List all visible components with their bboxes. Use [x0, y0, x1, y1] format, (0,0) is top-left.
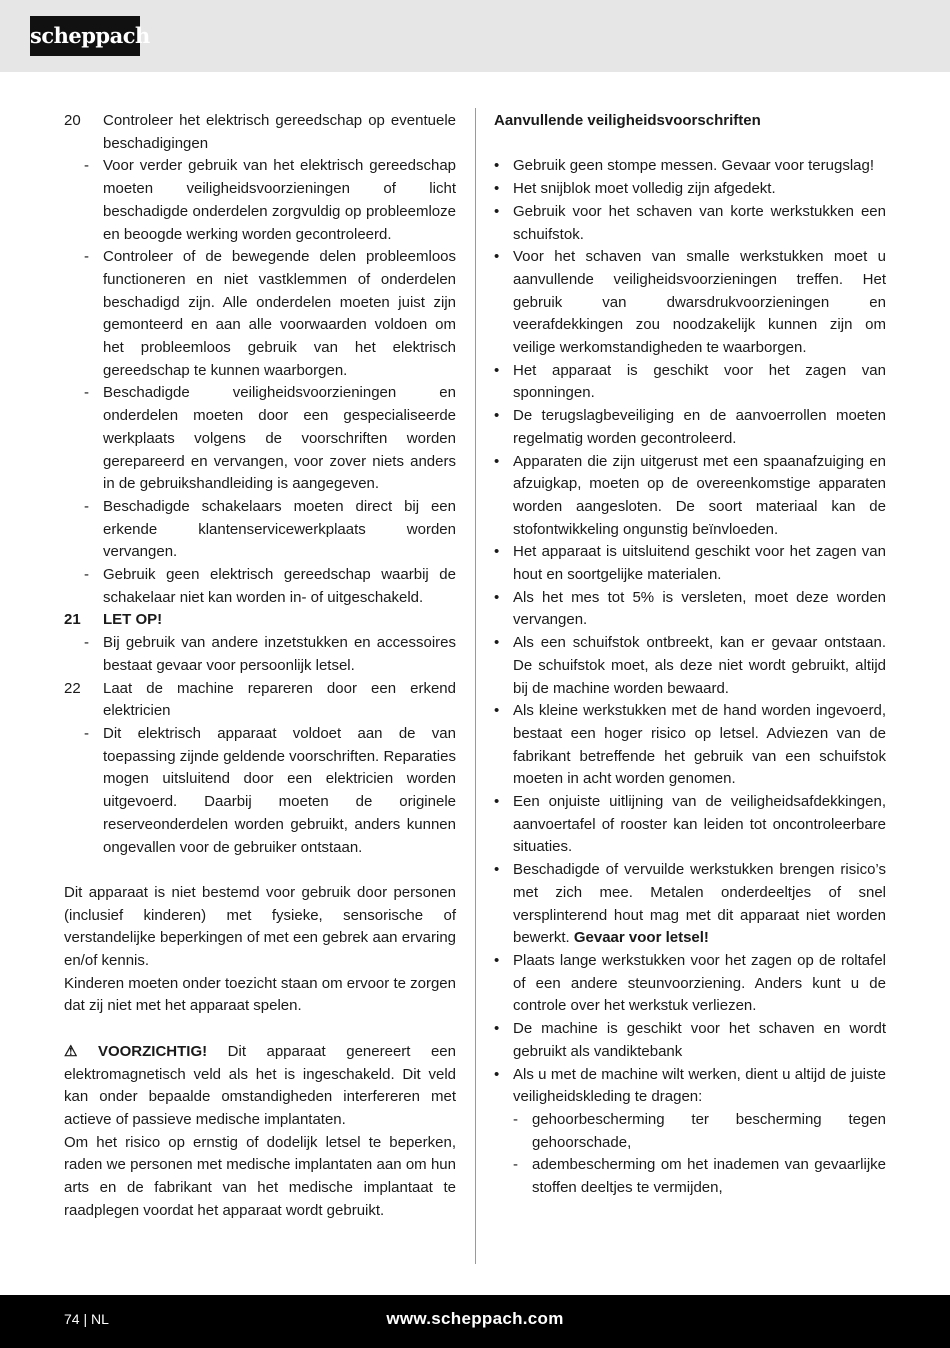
item-text: Gebruik geen elektrisch gereedschap waarbij de schakelaar niet kan worden in- of uitgeschakeld.: [103, 566, 456, 606]
dash-marker: -: [84, 634, 89, 652]
bullet-item: [494, 405, 886, 450]
sub-bullet-item: [494, 1154, 886, 1199]
dash-marker: -: [513, 1110, 518, 1128]
dash-item: [64, 155, 456, 246]
dash-marker: -: [513, 1156, 518, 1174]
bullet-marker: •: [494, 634, 500, 652]
bullet-item: [494, 246, 886, 360]
footer-bar: [0, 1295, 950, 1348]
left-column: [64, 110, 456, 1222]
warning-text: Dit apparaat genereert een elektromagnetisch veld als het is ingeschakeld. Dit veld kan onder bepaalde omstandigheden interfereren met actieve of passieve medische implantaten.: [64, 1042, 456, 1128]
bullet-item: [494, 201, 886, 246]
dash-marker: -: [84, 497, 89, 515]
dash-item: [64, 382, 456, 496]
bullet-text: Gebruik geen stompe messen. Gevaar voor terugslag!: [513, 157, 875, 175]
item-number: 22: [64, 679, 81, 697]
scheppach-logo: scheppach: [30, 16, 140, 56]
item-text: Controleer of de bewegende delen probleemloos functioneren en niet vastklemmen of onderdelen beschadigd zijn. Alle onderdelen moeten juist zijn gemonteerd en aan alle voorwaarden voldoen om het probleemloos gebruik van het elektrisch gereedschap te kunnen waarborgen.: [103, 248, 456, 379]
bullet-item: [494, 1064, 886, 1109]
right-column: [494, 110, 886, 1200]
bullet-item: [494, 178, 886, 201]
numbered-item: [64, 678, 456, 723]
bullet-text: Als het mes tot 5% is versleten, moet deze worden vervangen.: [513, 588, 886, 629]
bullet-item: [494, 700, 886, 791]
bullet-item: [494, 587, 886, 632]
item-text: Controleer het elektrisch gereedschap op eventuele beschadigingen: [103, 112, 456, 152]
bullet-text: Als kleine werkstukken met de hand worden ingevoerd, bestaat een hoger risico op letsel. Adviezen van de fabrikant betreffende het gebruik van een schuifstok moeten in acht worden genomen.: [513, 702, 886, 788]
paragraph: Kinderen moeten onder toezicht staan om ervoor te zorgen dat zij niet met het apparaat spelen.: [64, 974, 456, 1015]
bullet-marker: •: [494, 180, 500, 198]
dash-marker: -: [84, 566, 89, 584]
bullet-text: Als u met de machine wilt werken, dient u altijd de juiste veiligheidskleding te dragen:: [513, 1065, 886, 1106]
bullet-item: [494, 451, 886, 542]
bullet-marker: •: [494, 861, 500, 879]
bullet-text: Het snijblok moet volledig zijn afgedekt.: [513, 180, 776, 198]
warning-paragraph: [64, 1041, 456, 1132]
warning-icon: ⚠: [64, 1042, 78, 1060]
bullet-text: Voor het schaven van smalle werkstukken moet u aanvullende veiligheidsvoorzieningen treffen. Het gebruik van dwarsdrukvoorzieningen en veerafdekkingen zou noodzakelijk kunnen zijn om veilige werkomstandigheden te waarborgen.: [513, 248, 886, 357]
bullet-marker: •: [494, 702, 500, 720]
bullet-item: [494, 1018, 886, 1063]
bullet-marker: •: [494, 793, 500, 811]
bullet-list: [494, 155, 886, 1109]
website-url: www.scheppach.com: [386, 1309, 564, 1328]
bullet-marker: •: [494, 202, 500, 220]
numbered-item: [64, 110, 456, 155]
warning-label: VOORZICHTIG!: [97, 1042, 208, 1060]
bullet-marker: •: [494, 361, 500, 379]
dash-marker: -: [84, 248, 89, 266]
bullet-marker: •: [494, 952, 500, 969]
bullet-text: Gebruik voor het schaven van korte werkstukken een schuifstok.: [513, 202, 886, 243]
dash-item: [64, 496, 456, 564]
dash-item: [64, 632, 456, 677]
sub-bullet-text: adembescherming om het inademen van gevaarlijke stoffen deeltjes te vermijden,: [532, 1156, 886, 1197]
dash-item: [64, 246, 456, 382]
dash-item: [64, 723, 456, 859]
bullet-item: [494, 791, 886, 859]
item-text: Laat de machine repareren door een erkend elektricien: [103, 679, 456, 720]
bullet-item: [494, 360, 886, 405]
bullet-marker: •: [494, 157, 500, 175]
bullet-marker: •: [494, 248, 500, 266]
bullet-bold-text: Gevaar voor letsel!: [573, 929, 709, 947]
bullet-text: Als een schuifstok ontbreekt, kan er gevaar ontstaan. De schuifstok moet, als deze niet wordt gebruikt, altijd bij de machine worden bewaard.: [513, 634, 886, 697]
dash-marker: -: [84, 724, 89, 742]
bullet-text: Het apparaat is geschikt voor het zagen van sponningen.: [513, 361, 886, 402]
item-number: 20: [64, 112, 81, 129]
bullet-item: [494, 541, 886, 586]
paragraph: Om het risico op ernstig of dodelijk letsel te beperken, raden we personen met medische implantaten aan om hun arts en de fabrikant van het medische implantaat te raadplegen voordat het apparaat wordt gebruikt.: [64, 1133, 456, 1219]
dash-item: [64, 564, 456, 609]
bullet-item: [494, 632, 886, 700]
bullet-item: [494, 155, 886, 178]
bullet-marker: •: [494, 588, 500, 606]
dash-marker: -: [84, 384, 89, 402]
page-number: 74 | NL: [64, 1311, 109, 1327]
sub-bullet-list: [494, 1109, 886, 1200]
bullet-text: De terugslagbeveiliging en de aanvoerrollen moeten regelmatig worden gecontroleerd.: [513, 407, 886, 447]
bullet-text: Het apparaat is uitsluitend geschikt voor het zagen van hout en soortgelijke materialen.: [513, 543, 886, 584]
bullet-text: Beschadigde of vervuilde werkstukken brengen risico’s met zich mee. Metalen onderdeeltjes of snel versplinterend hout mag met dit apparaat niet worden bewerkt.: [513, 861, 886, 947]
item-text: Dit elektrisch apparaat voldoet aan de van toepassing zijnde geldende voorschriften. Reparaties mogen uitsluitend door een elektricien worden uitgevoerd. Daarbij moeten de originele reserveonderdelen worden gebruikt, anders kunnen ongevallen voor de gebruiker ontstaan.: [103, 724, 456, 856]
bullet-marker: •: [494, 407, 500, 425]
bullet-text: De machine is geschikt voor het schaven en wordt gebruikt als vandiktebank: [513, 1020, 886, 1060]
item-text: Voor verder gebruik van het elektrisch gereedschap moeten veiligheidsvoorzieningen of licht beschadigde onderdelen zorgvuldig op probleemloze en beoogde werking worden gecontroleerd.: [103, 157, 456, 243]
bullet-marker: •: [494, 1065, 500, 1083]
bullet-text: Een onjuiste uitlijning van de veiligheidsafdekkingen, aanvoertafel of rooster kan leiden tot oncontroleerbare situaties.: [513, 793, 886, 856]
item-text: Beschadigde schakelaars moeten direct bij een erkende klantenservicewerkplaats worden vervangen.: [103, 497, 456, 561]
item-text: Bij gebruik van andere inzetstukken en accessoires bestaat gevaar voor persoonlijk letsel.: [103, 634, 456, 674]
dash-marker: -: [84, 157, 89, 175]
item-number: 21: [64, 611, 81, 629]
paragraph: Dit apparaat is niet bestemd voor gebruik door personen (inclusief kinderen) met fysieke, sensorische of verstandelijke beperkingen of met een gebrek aan ervaring en/of kennis.: [64, 883, 456, 969]
sub-bullet-item: [494, 1109, 886, 1154]
bullet-text: Plaats lange werkstukken voor het zagen op de roltafel of een andere steunvoorziening. Anders kunt u de controle over het werkstuk verliezen.: [513, 952, 886, 1015]
column-divider: [475, 108, 476, 1264]
bullet-marker: •: [494, 543, 500, 561]
bullet-marker: •: [494, 1020, 500, 1038]
header-bar: [0, 0, 950, 72]
bullet-text: Apparaten die zijn uitgerust met een spaanafzuiging en afzuigkap, moeten op de overeenkomstige apparaten worden aangesloten. De soort materiaal kan de stofontwikkeling ongunstig beïnvloeden.: [513, 452, 886, 538]
item-text: Beschadigde veiligheidsvoorzieningen en onderdelen moeten door een gespecialiseerde werkplaats volgens de voorschriften worden gerepareerd en vervangen, voor zover niets anders in de gebruikshandleiding is aangegeven.: [103, 384, 456, 493]
sub-bullet-text: gehoorbescherming ter bescherming tegen gehoorschade,: [532, 1110, 886, 1151]
section-heading: Aanvullende veiligheidsvoorschriften: [494, 112, 761, 129]
bullet-marker: •: [494, 452, 500, 470]
numbered-item: [64, 609, 456, 632]
bullet-item: [494, 859, 886, 950]
bullet-item: [494, 950, 886, 1018]
item-text: LET OP!: [103, 611, 163, 629]
